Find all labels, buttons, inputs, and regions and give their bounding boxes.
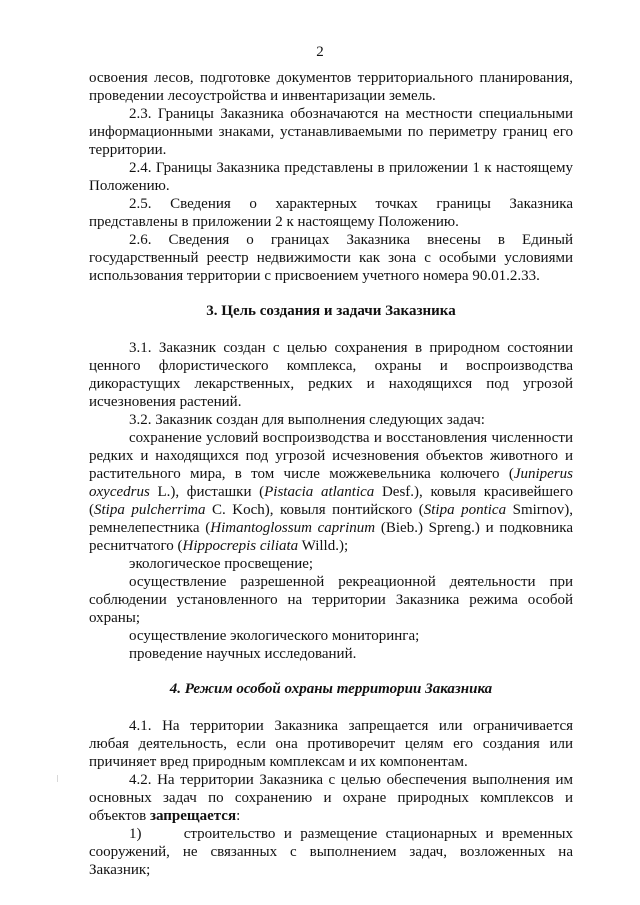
margin-mark [57,775,58,782]
section-3-title: 3. Цель создания и задачи Заказника [206,303,456,319]
task-research: проведение научных исследований. [129,646,357,662]
paragraph-3-1: 3.1. Заказник создан с целью сохранения в природном состоянии ценного флористического комплекса, охраны и воспроизводства дикорастущих лекарственных, редких и находящихся под угрозой исчезновения растений. [89,340,573,410]
list-item-text: строительство и размещение стационарных и временных сооружений, не связанных с выполнением задач, возложенных на Заказник; [89,826,574,878]
document-body [89,69,573,879]
task-conservation: сохранение условий воспроизводства и восстановления численности редких и находящихся под угрозой исчезновения объектов животного и растительного мира, в том числе можжевельника колючего (Juniperus oxycedrus L.), фисташки (Pistacia atlantica Desf.), ковыля красивейшего (Stipa pulcherrima C. Koch), ковыля понтийского (Stipa pontica Smirnov), ремнелепестника (Himantoglossum caprinum (Bieb.) Spreng.) и подковника реснитчатого (Hippocrepis ciliata Willd.); [89,430,574,554]
task-education: экологическое просвещение; [129,556,314,572]
list-item-1 [89,825,573,879]
paragraph-3-2: 3.2. Заказник создан для выполнения следующих задач: [129,412,485,428]
paragraph-2-6: 2.6. Сведения о границах Заказника внесены в Единый государственный реестр недвижимости как зона с особыми условиями использования территории с присвоением учетного номера 90.01.2.33. [89,232,573,284]
paragraph-2-4: 2.4. Границы Заказника представлены в приложении 1 к настоящему Положению. [89,160,573,194]
paragraph-2-3: 2.3. Границы Заказника обозначаются на местности специальными информационными знаками, устанавливаемыми по периметру границ его территории. [89,106,573,158]
task-monitoring: осуществление экологического мониторинга; [129,628,420,644]
paragraph-4-2: 4.2. На территории Заказника с целью обеспечения выполнения им основных задач по сохранению и охране природных комплексов и объектов запрещается: [89,772,573,824]
section-4-title: 4. Режим особой охраны территории Заказника [169,681,493,697]
list-item-number: 1) [129,826,142,842]
paragraph-2-5: 2.5. Сведения о характерных точках границы Заказника представлены в приложении 2 к настоящему Положению. [89,196,573,230]
page-number: 2 [316,44,324,60]
paragraph-4-1: 4.1. На территории Заказника запрещается или ограничивается любая деятельность, если она противоречит целям его создания или причиняет вред природным комплексам и их компонентам. [89,718,573,770]
paragraph-continued: освоения лесов, подготовке документов территориального планирования, проведении лесоустройства и инвентаризации земель. [89,70,573,104]
task-recreation: осуществление разрешенной рекреационной деятельности при соблюдении установленного на территории Заказника режима особой охраны; [89,574,573,626]
